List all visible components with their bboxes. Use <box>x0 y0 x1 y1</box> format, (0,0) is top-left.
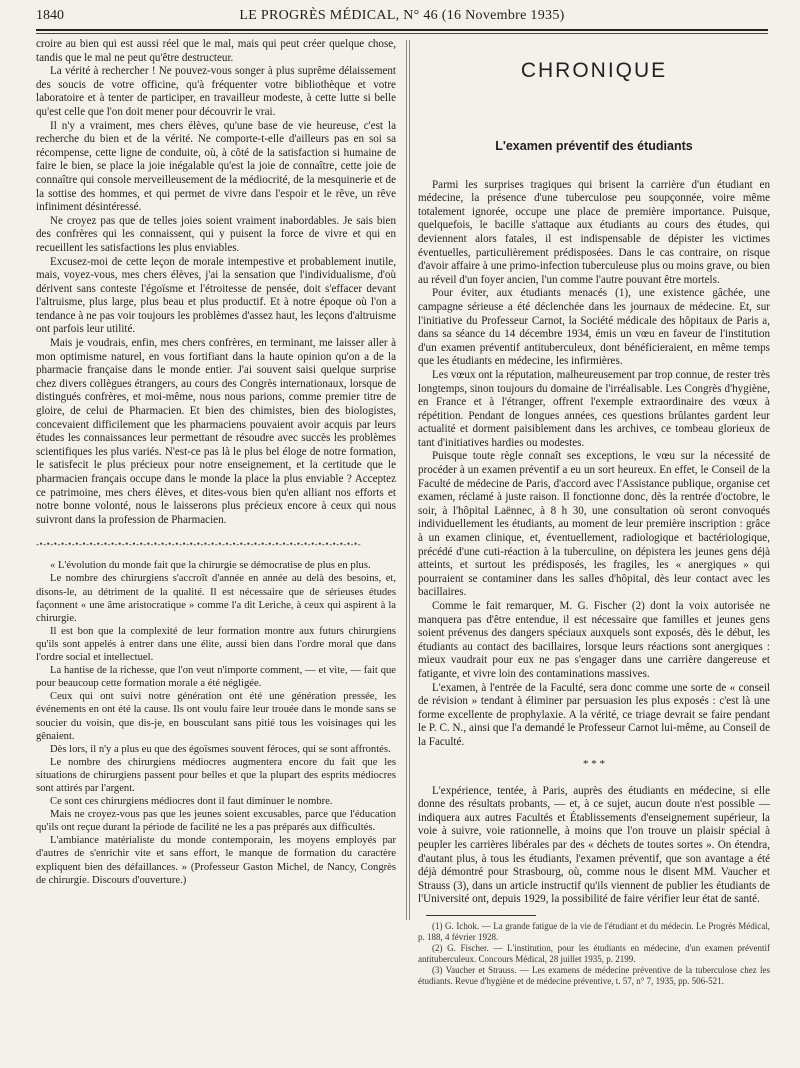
header-rule-thin <box>36 33 768 34</box>
left-column <box>36 38 396 887</box>
paragraph: Comme le fait remarquer, M. G. Fischer (2) dont la voix autorisée ne manquera pas d'être entendue, il est nécessaire que familles et jeunes gens soient prévenus des dangers spéciaux auxquels sont exposés, dès le début, les étudiants au contact des bacillaires, lorsque leurs réactions sont anergiques : mieux vaudrait pour eux ne pas s'engager dans une carrière dangereuse et fatigante, et vivre loin des contaminations massives. <box>418 600 770 680</box>
page-number: 1840 <box>36 8 64 23</box>
paragraph: L'expérience, tentée, à Paris, auprès des étudiants en médecine, si elle donne des résultats probants, — et, à ce sujet, aucun doute n'est possible — indiquera aux autres Facultés et Établissements d'enseignement supérieur, la voie à suivre, voie rationnelle, à moins que l'on trouve un plaisir spécial à peupler les carrières libérales par des « déchets de toutes sortes ». On étendra, d'autant plus, à tous les étudiants, l'examen préventif, que son avantage a été déjà démontré pour Strasbourg, où, comme nous le disent MM. Vaucher et Strauss (3), dans un article instructif qu'ils viennent de publier les étudiants de l'Université ont, depuis 1929, la possibilité de faire vérifier leur état de santé. <box>418 784 770 906</box>
footnote-rule <box>426 915 536 916</box>
ornamental-divider: -•-•-•-•-•-•-•-•-•-•-•-•-•-•-•-•-•-•-•-•-•-•-•-•-•-•-•-•-•-•-•-•-•-•-•-•-•-•-•-•-•-•-•-•-•- <box>36 541 362 548</box>
paragraph: Ne croyez pas que de telles joies soient vraiment inabordables. Je sais bien des confrères qui les connaissent, qui y puisent la force de vivre et qui en recueillent les satisfactions les plus enviables. <box>36 214 396 254</box>
paragraph: L'examen, à l'entrée de la Faculté, sera donc comme une sorte de « conseil de révision » tendant à éliminer par persuasion les plus exposés : c'est là une forme excellente de prophylaxie. A la vérité, ce triage devrait se faire pendant le P. C. N., ainsi que l'a demandé le Professeur Carnot lui-même, au Conseil de la Faculté. <box>418 681 770 748</box>
paragraph: Les vœux ont la réputation, malheureusement par trop connue, de rester très longtemps, sinon toujours du domaine de l'irréalisable. Les Congrès d'hygiène, en France et à l'étranger, offrent l'exemple extraordinaire des vœux à répétition. Pendant de longues années, ces questions brûlantes gardent leur actualité et dorment paisiblement dans les archives, ce tombeau glorieux de tant d'initiatives hardies ou modestes. <box>418 368 770 449</box>
quote-paragraph: Mais ne croyez-vous pas que les jeunes soient excusables, parce que l'éducation qu'ils ont reçue durant la période de facilité ne les a pas préparés aux difficultés. <box>36 809 396 834</box>
quote-paragraph: Dès lors, il n'y a plus eu que des égoïsmes souvent féroces, qui se sont affrontés. <box>50 743 391 755</box>
paragraph: Mais je voudrais, enfin, mes chers confrères, en terminant, me laisser aller à mon optimisme naturel, en vous fortifiant dans la haute opinion qu'on a de la pharmacie française dans le monde entier. J'ai souvent saisi quelque surprise chez divers collègues étrangers, au cours des Congrès internationaux, lorsque de distingués confrères, et moi-même, nous nous parions, comme premier titre de gloire, de celui de Pharmacien. Et bien des chimistes, bien des biologistes, concevaient difficilement que les pharmaciens pouvaient avoir acquis par leurs études les connaissances leur permettant de résoudre avec succès les problèmes scientifiques les plus variés. N'est-ce pas là le plus bel éloge de notre formation, le satisfecit le plus précieux pour notre enseignement, et la certitude que le pharmacien français occupe dans le monde la place la plus enviable ? Acceptez ce patrimoine, mes chers élèves, et dites-vous bien qu'en alliant nos efforts et notre bonne volonté, nous le laisserons plus précieux encore à ceux qui nous suivront dans la profession de Pharmacien. <box>36 337 396 526</box>
quotation-block <box>36 559 396 886</box>
paragraph: Excusez-moi de cette leçon de morale intempestive et probablement inutile, mais, voyez-vous, mes chers élèves, j'ai la sensation que l'individualisme, d'où dérivent sans conteste l'égoïsme et l'étroitesse de pensée, doit s'effacer devant l'altruisme, plus large, plus beau et plus productif. Et à notre époque où l'on a tendance à ne pas voir toujours les problèmes d'assez haut, les leçons d'altruisme ont parfois leur utilité. <box>36 255 396 336</box>
section-stars: * * * <box>583 757 605 770</box>
article-title: L'examen préventif des étudiants <box>495 139 693 153</box>
quote-paragraph: « L'évolution du monde fait que la chirurgie se démocratise de plus en plus. <box>50 560 371 572</box>
paragraph: Il n'y a vraiment, mes chers élèves, qu'une base de vie heureuse, c'est la recherche du bien et de la vérité. Ne comporte-t-elle d'ailleurs pas en soi sa récompense, cette ligne de conduite, où, à côté de la satisfaction si humaine de faire le bien, se place la joie inégalable qu'est la joie de connaître, cette joie de connaître qui console merveilleusement de la médiocrité, de la mesquinerie et de la sottise des hommes, et qui permet de vivre dans l'espoir et le rêve, un rêve infiniment désintéressé. <box>36 119 396 214</box>
quote-paragraph: La hantise de la richesse, que l'on veut n'importe comment, — et vite, — fait que pour beaucoup cette formation morale a été négligée. <box>36 665 396 690</box>
footnote: (2) G. Fischer. — L'institution, pour les étudiants en médecine, d'un examen préventif antituberculeux. Concours Médical, 28 juillet 1935, p. 2199. <box>418 942 770 964</box>
footnote: (3) Vaucher et Strauss. — Les examens de médecine préventive de la tuberculose chez les étudiants. Revue d'hygiène et de médecine préventive, t. 57, n° 7, 1935, pp. 506-521. <box>418 964 770 986</box>
quote-paragraph: Ceux qui ont suivi notre génération ont été une génération pressée, les événements en ont été la cause. Ils ont voulu faire leur trouée dans le monde sans se soucier du voisin, que dis-je, en bousculant sans pitié tous les voisinages qui les gênaient. <box>36 691 396 742</box>
section-heading-wrap <box>418 59 770 130</box>
quote-paragraph: Le nombre des chirurgiens s'accroît d'année en année au delà des besoins, et, disons-le, au détriment de la qualité. Il est nécessaire que de sérieuses études façonnent « une âme aristocratique » comme l'a dit Leriche, à ceux qui aspirent à la chirurgie. <box>36 573 396 624</box>
page-header <box>36 8 768 26</box>
section-heading: CHRONIQUE <box>520 59 668 82</box>
quote-paragraph: Ce sont ces chirurgiens médiocres dont il faut diminuer le nombre. <box>50 796 333 808</box>
column-divider-2 <box>409 40 410 920</box>
paragraph: La vérité à rechercher ! Ne pouvez-vous songer à plus suprême délaissement des soucis de votre officine, qu'à fréquenter votre bibliothèque et votre laboratoire et à tenter de participer, en travailleur modeste, à cette lutte si belle qu'est celle que l'on doit mener pour découvrir le vrai. <box>36 65 396 118</box>
paragraph: Pour éviter, aux étudiants menacés (1), une existence gâchée, une campagne sérieuse a été déclenchée dans les journaux de médecine. Et, sur l'initiative du Professeur Carnot, la Société médicale des hôpitaux de Paris a, dans sa séance du 14 décembre 1934, émis un vœu en faveur de l'institution d'un examen préventif antituberculeux, dont bénéficieraient, en même temps que les étudiants en médecine, les infirmières. <box>418 287 770 368</box>
quote-paragraph: Il est bon que la complexité de leur formation montre aux futurs chirurgiens qu'ils sont appelés à entrer dans une élite, aussi bien dans l'ordre moral que dans l'ordre social et intellectuel. <box>36 625 396 664</box>
paragraph: croire au bien qui est aussi réel que le mal, mais qui peut créer quelque chose, tandis que le mal ne peut qu'être destructeur. <box>36 38 396 64</box>
running-title: LE PROGRÈS MÉDICAL, N° 46 (16 Novembre 1935) <box>239 8 565 23</box>
header-rule <box>36 29 768 31</box>
quote-paragraph: Le nombre des chirurgiens médiocres augmentera encore du fait que les situations de chirurgiens passent pour belles et que la plupart des esprits médiocres sont attirés par l'argent. <box>36 756 396 794</box>
footnote: (1) G. Ichok. — La grande fatigue de la vie de l'étudiant et du médecin. Le Progrès Médical, p. 188, 4 février 1928. <box>418 920 770 942</box>
paragraph: Puisque toute règle connaît ses exceptions, le vœu sur la nécessité de procéder à un examen préventif a eu un sort heureux. En effet, le Conseil de la Faculté de médecine de Paris, d'accord avec l'Assistance publique, organise cet examen, réclamé à juste raison. Il fonctionne donc, dès la rentrée d'octobre, le soir, à l'hôpital Laënnec, à 8 h 30, une consultation où seront convoqués individuellement les étudiants, au moment de leur première inscription : grâce à un examen clinique, et, éventuellement, radiologique et bactériologique, précédé d'une cuti-réaction à la tuberculine, on dépistera les jeunes gens déjà atteints, et surtout les prédisposés, les fragiles, les « anergiques » qui pourraient se contaminer dans les salles d'hôpital, dès leur contact avec les bacillaires. <box>418 450 770 599</box>
column-divider <box>406 40 407 920</box>
quote-paragraph: L'ambiance matérialiste du monde contemporain, les moyens employés par d'autres de s'enrichir vite et sans effort, le manque de formation du caractère expliquent bien des défaillances. » (Professeur Gaston Michel, de Nancy, Congrès de chirurgie. Discours d'ouverture.) <box>36 835 396 886</box>
paragraph: Parmi les surprises tragiques qui brisent la carrière d'un étudiant en médecine, la présence d'une tuberculose peu soupçonnée, voire même totalement ignorée, occupe une place de première importance. Puisque, quelquefois, le bacille s'attaque aux étudiants au cours des études, qui deviennent alors fatales, il est indispensable de dépister les victimes éventuelles, particulièrement prédisposées. Dans le cas contraire, on risque d'avoir affaire à une primo-infection tuberculeuse plus ou moins grave, ou bien au réveil d'un foyer ancien, l'un comme l'autre pouvant être mortels. <box>418 178 770 286</box>
right-column <box>418 38 770 987</box>
